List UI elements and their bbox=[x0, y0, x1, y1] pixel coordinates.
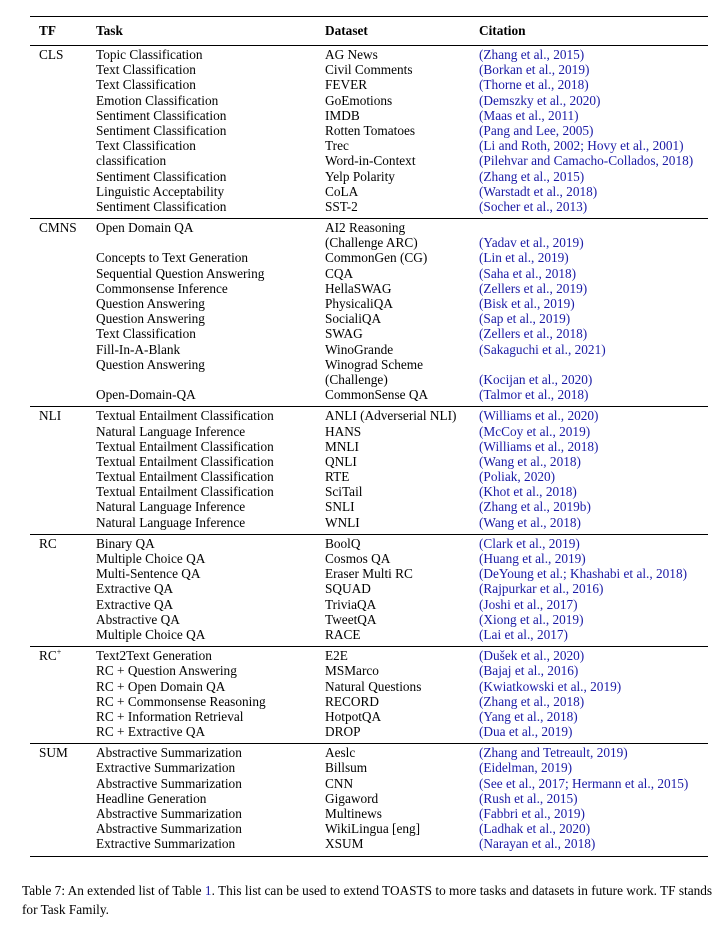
table-row bbox=[30, 184, 708, 199]
tf-cell bbox=[30, 760, 96, 775]
task-cell: Open-Domain-QA bbox=[96, 387, 196, 403]
table-row bbox=[30, 153, 708, 168]
table-row bbox=[30, 220, 708, 235]
citation-link[interactable]: (Fabbri et al., 2019) bbox=[479, 806, 585, 821]
tf-cell bbox=[30, 612, 96, 627]
task-family-group bbox=[30, 535, 708, 646]
citation-link[interactable]: (Yadav et al., 2019) bbox=[479, 235, 584, 251]
tf-cell bbox=[30, 648, 96, 663]
citation-link[interactable]: (Pang and Lee, 2005) bbox=[479, 122, 594, 138]
tf-cell bbox=[30, 357, 96, 372]
table-row bbox=[30, 439, 708, 454]
task-cell: Extractive Summarization bbox=[96, 760, 236, 776]
table-row bbox=[30, 47, 708, 62]
task-cell: Textual Entailment Classification bbox=[96, 484, 274, 500]
table-row bbox=[30, 612, 708, 627]
task-cell: Open Domain QA bbox=[96, 220, 194, 236]
dataset-cell: CoLA bbox=[325, 183, 359, 199]
tf-cell bbox=[30, 627, 96, 642]
dataset-cell: RACE bbox=[325, 626, 361, 642]
dataset-cell: (Challenge) bbox=[325, 371, 388, 387]
task-cell: Sentiment Classification bbox=[96, 107, 227, 123]
citation-link[interactable]: (Bisk et al., 2019) bbox=[479, 296, 575, 311]
citation-link[interactable]: (Zhang et al., 2018) bbox=[479, 693, 585, 709]
table-row bbox=[30, 694, 708, 709]
tf-cell bbox=[30, 679, 96, 694]
task-cell bbox=[96, 372, 325, 387]
task-cell: Text2Text Generation bbox=[96, 648, 212, 664]
tf-cell bbox=[30, 776, 96, 791]
task-cell: RC + Open Domain QA bbox=[96, 678, 226, 694]
tf-cell bbox=[30, 326, 96, 341]
citation-link[interactable]: (Zellers et al., 2019) bbox=[479, 280, 588, 296]
task-cell: Textual Entailment Classification bbox=[96, 469, 274, 485]
table-body bbox=[30, 46, 708, 857]
dataset-cell: CommonGen (CG) bbox=[325, 250, 428, 266]
caption-table-ref-link[interactable]: 1 bbox=[204, 883, 212, 898]
table-row bbox=[30, 199, 708, 214]
citation-link[interactable]: (Zhang and Tetreault, 2019) bbox=[479, 745, 628, 761]
tf-cell bbox=[30, 663, 96, 678]
task-cell bbox=[96, 235, 325, 250]
task-family-label: RC bbox=[39, 648, 57, 664]
citation-link[interactable]: (Sap et al., 2019) bbox=[479, 311, 571, 327]
header-tf: TF bbox=[39, 23, 56, 38]
citation-link[interactable]: (Eidelman, 2019) bbox=[479, 760, 573, 776]
table-row bbox=[30, 408, 708, 423]
task-cell: Multiple Choice QA bbox=[96, 551, 206, 566]
tf-cell bbox=[30, 372, 96, 387]
tf-cell bbox=[30, 806, 96, 821]
table-row bbox=[30, 821, 708, 836]
tf-cell bbox=[30, 235, 96, 250]
tf-cell bbox=[30, 454, 96, 469]
tf-cell bbox=[30, 581, 96, 596]
dataset-cell: MNLI bbox=[325, 438, 359, 454]
task-cell: Multiple Choice QA bbox=[96, 626, 206, 642]
citation-link[interactable]: (Williams et al., 2020) bbox=[479, 408, 599, 424]
dataset-cell: RTE bbox=[325, 469, 350, 485]
table-row bbox=[30, 266, 708, 281]
tf-cell bbox=[30, 342, 96, 357]
table-row bbox=[30, 108, 708, 123]
citation-link[interactable]: (Rush et al., 2015) bbox=[479, 790, 578, 806]
task-family-label: RC bbox=[39, 535, 57, 551]
dataset-cell: E2E bbox=[325, 648, 348, 664]
tf-cell bbox=[30, 62, 96, 77]
dataset-cell: Rotten Tomatoes bbox=[325, 122, 416, 138]
task-cell: Abstractive Summarization bbox=[96, 775, 242, 791]
task-cell: Emotion Classification bbox=[96, 92, 219, 108]
table-row bbox=[30, 372, 708, 387]
citation-link[interactable]: (Khot et al., 2018) bbox=[479, 484, 577, 500]
task-cell: Abstractive Summarization bbox=[96, 821, 242, 837]
bottom-rule bbox=[30, 856, 708, 857]
task-cell: Linguistic Acceptability bbox=[96, 183, 225, 199]
tf-cell bbox=[30, 536, 96, 551]
task-cell: RC + Question Answering bbox=[96, 663, 237, 679]
dataset-cell: Gigaword bbox=[325, 790, 379, 806]
tf-cell bbox=[30, 387, 96, 402]
task-cell: Abstractive QA bbox=[96, 611, 180, 627]
citation-link[interactable]: (Demszky et al., 2020) bbox=[479, 92, 601, 108]
dataset-cell: SST-2 bbox=[325, 198, 358, 214]
dataset-cell: Multinews bbox=[325, 806, 382, 821]
dataset-cell: PhysicaliQA bbox=[325, 296, 393, 311]
task-cell: Sentiment Classification bbox=[96, 198, 227, 214]
tf-cell bbox=[30, 724, 96, 739]
tf-cell bbox=[30, 153, 96, 168]
table-row bbox=[30, 776, 708, 791]
task-family-group bbox=[30, 407, 708, 534]
tf-cell bbox=[30, 250, 96, 265]
dataset-cell: MSMarco bbox=[325, 663, 379, 679]
task-cell: Extractive Summarization bbox=[96, 836, 236, 852]
citation-link[interactable]: (Zellers et al., 2018) bbox=[479, 326, 588, 342]
table-caption bbox=[22, 882, 722, 919]
dataset-cell: SWAG bbox=[325, 326, 363, 342]
table-row bbox=[30, 169, 708, 184]
dataset-cell: Trec bbox=[325, 138, 349, 154]
table-row bbox=[30, 250, 708, 265]
table-row bbox=[30, 123, 708, 138]
table-row bbox=[30, 296, 708, 311]
dataset-cell: TriviaQA bbox=[325, 596, 377, 612]
dataset-cell: Winograd Scheme bbox=[325, 356, 424, 372]
citation-link[interactable]: (DeYoung et al.; Khashabi et al., 2018) bbox=[479, 566, 688, 582]
dataset-cell: SQUAD bbox=[325, 581, 371, 597]
task-cell: Textual Entailment Classification bbox=[96, 453, 274, 469]
tf-cell bbox=[30, 597, 96, 612]
dataset-cell: WNLI bbox=[325, 514, 360, 530]
task-cell: Extractive QA bbox=[96, 596, 174, 612]
dataset-cell: AI2 Reasoning bbox=[325, 220, 406, 236]
task-cell: Text Classification bbox=[96, 138, 196, 154]
tf-cell bbox=[30, 184, 96, 199]
dataset-cell: QNLI bbox=[325, 453, 357, 469]
task-family-superscript: + bbox=[56, 647, 62, 657]
table-row bbox=[30, 597, 708, 612]
citation-link[interactable]: (Zhang et al., 2015) bbox=[479, 47, 585, 62]
tf-cell bbox=[30, 123, 96, 138]
table-row bbox=[30, 469, 708, 484]
task-cell: Sequential Question Answering bbox=[96, 265, 265, 281]
table-row bbox=[30, 235, 708, 250]
task-cell: Natural Language Inference bbox=[96, 514, 246, 530]
dataset-cell: IMDB bbox=[325, 107, 360, 123]
dataset-cell: Billsum bbox=[325, 760, 368, 776]
dataset-cell: WinoGrande bbox=[325, 341, 394, 357]
dataset-cell: Aeslc bbox=[325, 745, 356, 761]
citation-link[interactable]: (Rajpurkar et al., 2016) bbox=[479, 581, 604, 597]
dataset-cell: HellaSWAG bbox=[325, 280, 392, 296]
task-cell: Fill-In-A-Blank bbox=[96, 341, 181, 357]
citation-link[interactable]: (Yang et al., 2018) bbox=[479, 708, 578, 724]
table-row bbox=[30, 326, 708, 341]
tf-cell bbox=[30, 93, 96, 108]
citation-link[interactable]: (Pilehvar and Camacho-Collados, 2018) bbox=[479, 153, 694, 169]
table-header bbox=[30, 17, 708, 45]
dataset-cell: Word-in-Context bbox=[325, 153, 416, 169]
dataset-cell: WikiLingua [eng] bbox=[325, 821, 421, 837]
tf-cell bbox=[30, 266, 96, 281]
tf-cell bbox=[30, 515, 96, 530]
task-family-group bbox=[30, 46, 708, 218]
header-citation: Citation bbox=[479, 23, 526, 38]
task-family-group bbox=[30, 647, 708, 743]
header-dataset: Dataset bbox=[325, 23, 368, 38]
citation-link[interactable]: (Poliak, 2020) bbox=[479, 469, 556, 485]
table-row bbox=[30, 357, 708, 372]
task-cell: Abstractive Summarization bbox=[96, 745, 242, 761]
citation-link[interactable]: (Sakaguchi et al., 2021) bbox=[479, 341, 606, 357]
task-cell: Multi-Sentence QA bbox=[96, 566, 201, 582]
task-cell: RC + Commonsense Reasoning bbox=[96, 693, 266, 709]
table-row bbox=[30, 745, 708, 760]
dataset-cell: DROP bbox=[325, 724, 361, 740]
caption-suffix: . This list can be used to extend TOASTS to more tasks and datasets in future work. TF stands for Task Family. bbox=[22, 883, 713, 917]
task-family-label: SUM bbox=[39, 745, 68, 761]
citation-link bbox=[479, 357, 708, 372]
table-row bbox=[30, 484, 708, 499]
table-row bbox=[30, 454, 708, 469]
task-cell: Text Classification bbox=[96, 77, 196, 93]
tf-cell bbox=[30, 469, 96, 484]
table-row bbox=[30, 806, 708, 821]
citation-link[interactable]: (Zhang et al., 2019b) bbox=[479, 499, 591, 515]
task-cell: Question Answering bbox=[96, 296, 205, 311]
citation-link[interactable]: (Thorne et al., 2018) bbox=[479, 77, 589, 93]
task-family-label: NLI bbox=[39, 408, 62, 424]
citation-link[interactable]: (Maas et al., 2011) bbox=[479, 107, 579, 123]
table-row bbox=[30, 791, 708, 806]
tf-cell bbox=[30, 296, 96, 311]
tf-cell bbox=[30, 408, 96, 423]
caption-prefix: Table 7: An extended list of Table bbox=[22, 883, 205, 898]
tf-cell bbox=[30, 199, 96, 214]
task-family-label: CLS bbox=[39, 47, 64, 62]
dataset-cell: CommonSense QA bbox=[325, 387, 429, 403]
task-cell: Extractive QA bbox=[96, 581, 174, 597]
citation-link[interactable]: (Huang et al., 2019) bbox=[479, 551, 586, 566]
citation-link bbox=[479, 220, 708, 235]
citation-link[interactable]: (Warstadt et al., 2018) bbox=[479, 183, 598, 199]
table-row bbox=[30, 342, 708, 357]
extended-task-table bbox=[30, 16, 708, 857]
tf-cell bbox=[30, 566, 96, 581]
tf-cell bbox=[30, 551, 96, 566]
dataset-cell: XSUM bbox=[325, 836, 364, 852]
dataset-cell: TweetQA bbox=[325, 611, 377, 627]
table-row bbox=[30, 581, 708, 596]
tf-cell bbox=[30, 709, 96, 724]
tf-cell bbox=[30, 311, 96, 326]
citation-link[interactable]: (Socher et al., 2013) bbox=[479, 198, 588, 214]
citation-link[interactable]: (Narayan et al., 2018) bbox=[479, 836, 596, 852]
table-row bbox=[30, 536, 708, 551]
dataset-cell: Yelp Polarity bbox=[325, 168, 395, 184]
task-cell: Natural Language Inference bbox=[96, 423, 246, 439]
task-cell: Textual Entailment Classification bbox=[96, 408, 274, 424]
dataset-cell: SNLI bbox=[325, 499, 355, 515]
citation-link[interactable]: (McCoy et al., 2019) bbox=[479, 423, 591, 439]
table-row bbox=[30, 709, 708, 724]
dataset-cell: CQA bbox=[325, 265, 354, 281]
table-row bbox=[30, 311, 708, 326]
table-row bbox=[30, 566, 708, 581]
table-row bbox=[30, 836, 708, 851]
table-row bbox=[30, 77, 708, 92]
task-cell: Text Classification bbox=[96, 62, 196, 78]
dataset-cell: FEVER bbox=[325, 77, 368, 93]
citation-link[interactable]: (Dušek et al., 2020) bbox=[479, 648, 585, 664]
citation-link[interactable]: (Zhang et al., 2015) bbox=[479, 168, 585, 184]
tf-cell bbox=[30, 694, 96, 709]
citation-link[interactable]: (Ladhak et al., 2020) bbox=[479, 821, 591, 837]
citation-link[interactable]: (Saha et al., 2018) bbox=[479, 265, 577, 281]
dataset-cell: AG News bbox=[325, 47, 378, 62]
tf-cell bbox=[30, 821, 96, 836]
citation-link[interactable]: (Joshi et al., 2017) bbox=[479, 596, 578, 612]
task-cell: classification bbox=[96, 153, 167, 169]
citation-link[interactable]: (Lin et al., 2019) bbox=[479, 250, 569, 266]
citation-link[interactable]: (Bajaj et al., 2016) bbox=[479, 663, 579, 679]
table-row bbox=[30, 679, 708, 694]
task-family-label: CMNS bbox=[39, 220, 77, 236]
dataset-cell: Natural Questions bbox=[325, 678, 422, 694]
citation-link[interactable]: (Li and Roth, 2002; Hovy et al., 2001) bbox=[479, 138, 684, 154]
table-row bbox=[30, 138, 708, 153]
dataset-cell: Civil Comments bbox=[325, 62, 413, 78]
dataset-cell: ANLI (Adverserial NLI) bbox=[325, 408, 457, 424]
citation-link[interactable]: (Lai et al., 2017) bbox=[479, 626, 568, 642]
tf-cell bbox=[30, 836, 96, 851]
task-cell: Text Classification bbox=[96, 326, 196, 342]
task-family-group bbox=[30, 219, 708, 406]
header-task: Task bbox=[96, 23, 123, 38]
tf-cell bbox=[30, 169, 96, 184]
tf-cell bbox=[30, 220, 96, 235]
citation-link[interactable]: (Clark et al., 2019) bbox=[479, 535, 580, 551]
tf-cell bbox=[30, 47, 96, 62]
table-row bbox=[30, 663, 708, 678]
citation-link[interactable]: (See et al., 2017; Hermann et al., 2015) bbox=[479, 775, 689, 791]
table-row bbox=[30, 515, 708, 530]
task-cell: RC + Extractive QA bbox=[96, 724, 206, 740]
tf-cell bbox=[30, 439, 96, 454]
table-row bbox=[30, 724, 708, 739]
tf-cell bbox=[30, 138, 96, 153]
tf-cell bbox=[30, 499, 96, 514]
tf-cell bbox=[30, 791, 96, 806]
table-row bbox=[30, 627, 708, 642]
citation-link[interactable]: (Williams et al., 2018) bbox=[479, 438, 599, 454]
dataset-cell: SocialiQA bbox=[325, 311, 382, 327]
task-cell: Textual Entailment Classification bbox=[96, 438, 274, 454]
table-row bbox=[30, 551, 708, 566]
dataset-cell: CNN bbox=[325, 775, 354, 791]
dataset-cell: HANS bbox=[325, 423, 362, 439]
dataset-cell: BoolQ bbox=[325, 535, 361, 551]
task-cell: Commonsense Inference bbox=[96, 280, 228, 296]
task-cell: Binary QA bbox=[96, 535, 155, 551]
tf-cell bbox=[30, 77, 96, 92]
table-row bbox=[30, 760, 708, 775]
task-cell: Abstractive Summarization bbox=[96, 806, 242, 821]
dataset-cell: SciTail bbox=[325, 484, 363, 500]
table-row bbox=[30, 499, 708, 514]
dataset-cell: (Challenge ARC) bbox=[325, 235, 418, 251]
table-row bbox=[30, 648, 708, 663]
tf-cell bbox=[30, 484, 96, 499]
table-row bbox=[30, 62, 708, 77]
citation-link[interactable]: (Xiong et al., 2019) bbox=[479, 611, 584, 627]
citation-link[interactable]: (Wang et al., 2018) bbox=[479, 453, 581, 469]
table-row bbox=[30, 93, 708, 108]
tf-cell bbox=[30, 108, 96, 123]
table-row bbox=[30, 387, 708, 402]
citation-link[interactable]: (Wang et al., 2018) bbox=[479, 514, 581, 530]
task-cell: Concepts to Text Generation bbox=[96, 250, 249, 266]
task-cell: Sentiment Classification bbox=[96, 122, 227, 138]
tf-cell bbox=[30, 424, 96, 439]
dataset-cell: HotpotQA bbox=[325, 708, 382, 724]
dataset-cell: RECORD bbox=[325, 693, 379, 709]
tf-cell bbox=[30, 281, 96, 296]
table-row bbox=[30, 424, 708, 439]
citation-link[interactable]: (Dua et al., 2019) bbox=[479, 724, 573, 740]
tf-cell bbox=[30, 745, 96, 760]
dataset-cell: Cosmos QA bbox=[325, 551, 391, 566]
citation-link[interactable]: (Talmor et al., 2018) bbox=[479, 387, 589, 403]
task-cell: Question Answering bbox=[96, 311, 205, 327]
task-family-group bbox=[30, 744, 708, 855]
citation-link[interactable]: (Kwiatkowski et al., 2019) bbox=[479, 678, 622, 694]
task-cell: Sentiment Classification bbox=[96, 168, 227, 184]
citation-link[interactable]: (Borkan et al., 2019) bbox=[479, 62, 590, 78]
table-row bbox=[30, 281, 708, 296]
dataset-cell: Eraser Multi RC bbox=[325, 566, 413, 582]
task-cell: Question Answering bbox=[96, 356, 205, 372]
task-cell: Natural Language Inference bbox=[96, 499, 246, 515]
task-cell: Topic Classification bbox=[96, 47, 203, 62]
dataset-cell: GoEmotions bbox=[325, 92, 393, 108]
citation-link[interactable]: (Kocijan et al., 2020) bbox=[479, 371, 593, 387]
task-cell: Headline Generation bbox=[96, 790, 207, 806]
task-cell: RC + Information Retrieval bbox=[96, 708, 244, 724]
